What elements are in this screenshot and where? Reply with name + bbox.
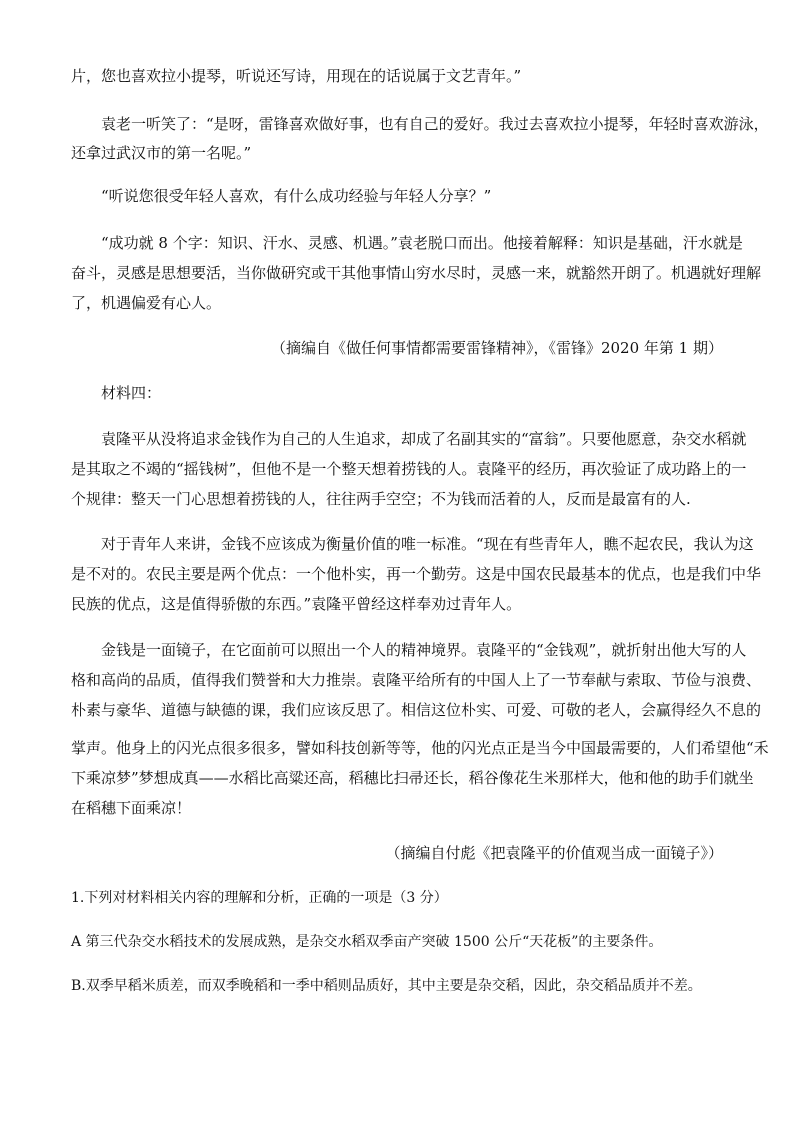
paragraph-line: 在稻穗下面乘凉！ bbox=[71, 799, 192, 817]
paragraph-line: 掌声。他身上的闪光点很多很多，譬如科技创新等等，他的闪光点正是当今中国最需要的，人们希望他“禾 bbox=[71, 739, 769, 757]
paragraph-line: 格和高尚的品质，值得我们赞誉和大力推崇。袁隆平给所有的中国人上了一节奉献与索取、节俭与浪费、 bbox=[71, 671, 762, 689]
paragraph-line: 了，机遇偏爱有心人。 bbox=[71, 294, 222, 312]
paragraph-line: “听说您很受年轻人喜欢，有什么成功经验与年轻人分享？” bbox=[101, 187, 492, 205]
paragraph-line: 是不对的。农民主要是两个优点：一个他朴实，再一个勤劳。这是中国农民最基本的优点，也是我们中华 bbox=[71, 565, 762, 583]
paragraph-line: 民族的优点，这是值得骄傲的东西。”袁隆平曾经这样奉劝过青年人。 bbox=[71, 595, 522, 613]
paragraph-line: 袁老一听笑了：“是呀，雷锋喜欢做好事，也有自己的爱好。我过去喜欢拉小提琴，年轻时喜欢游泳， bbox=[101, 115, 769, 133]
paragraph-line: “成功就 8 个字：知识、汗水、灵感、机遇。”袁老脱口而出。他接着解释：知识是基础，汗水就是 bbox=[101, 234, 743, 252]
question-option-b: B.双季早稻米质差，而双季晚稻和一季中稻则品质好，其中主要是杂交稻，因此，杂交稻品质并不差。 bbox=[71, 978, 702, 994]
paragraph-line: 对于青年人来讲，金钱不应该成为衡量价值的唯一标准。“现在有些青年人，瞧不起农民，我认为这 bbox=[101, 535, 754, 553]
paragraph-line: 是其取之不竭的“摇钱树”，但他不是一个整天想着捞钱的人。袁隆平的经历，再次验证了成功路上的一 bbox=[71, 460, 747, 478]
paragraph-line: 袁隆平从没将追求金钱作为自己的人生追求，却成了名副其实的“富翁”。只要他愿意，杂交水稻就 bbox=[101, 430, 747, 448]
source-citation: （摘编自《做任何事情都需要雷锋精神》，《雷锋》2020 年第 1 期） bbox=[270, 339, 723, 357]
paragraph-line: 金钱是一面镜子，在它面前可以照出一个人的精神境界。袁隆平的“金钱观”，就折射出他大写的人 bbox=[101, 641, 747, 659]
paragraph-line: 奋斗，灵感是思想要活，当你做研究或干其他事情山穷水尽时，灵感一来，就豁然开朗了。机遇就好理解 bbox=[71, 264, 762, 282]
paragraph-line: 还拿过武汉市的第一名呢。” bbox=[71, 144, 252, 162]
question-stem: 1.下列对材料相关内容的理解和分析，正确的一项是（3 分） bbox=[71, 890, 448, 906]
section-heading: 材料四： bbox=[101, 384, 162, 402]
paragraph-line: 朴素与豪华、道德与缺德的课，我们应该反思了。相信这位朴实、可爱、可敬的老人，会赢得经久不息的 bbox=[71, 701, 762, 719]
paragraph-line: 片，您也喜欢拉小提琴，听说还写诗，用现在的话说属于文艺青年。” bbox=[71, 67, 522, 85]
question-option-a: A 第三代杂交水稻技术的发展成熟，是杂交水稻双季亩产突破 1500 公斤“天花板”的主要条件。 bbox=[71, 934, 663, 950]
paragraph-line: 个规律：整天一门心思想着捞钱的人，往往两手空空；不为钱而活着的人，反而是最富有的人. bbox=[71, 490, 691, 508]
source-citation: （摘编自付彪《把袁隆平的价值观当成一面镜子》） bbox=[385, 844, 723, 862]
paragraph-line: 下乘凉梦”梦想成真——水稻比高粱还高，稻穗比扫帚还长，稻谷像花生米那样大，他和他的助手们就坐 bbox=[71, 769, 754, 787]
